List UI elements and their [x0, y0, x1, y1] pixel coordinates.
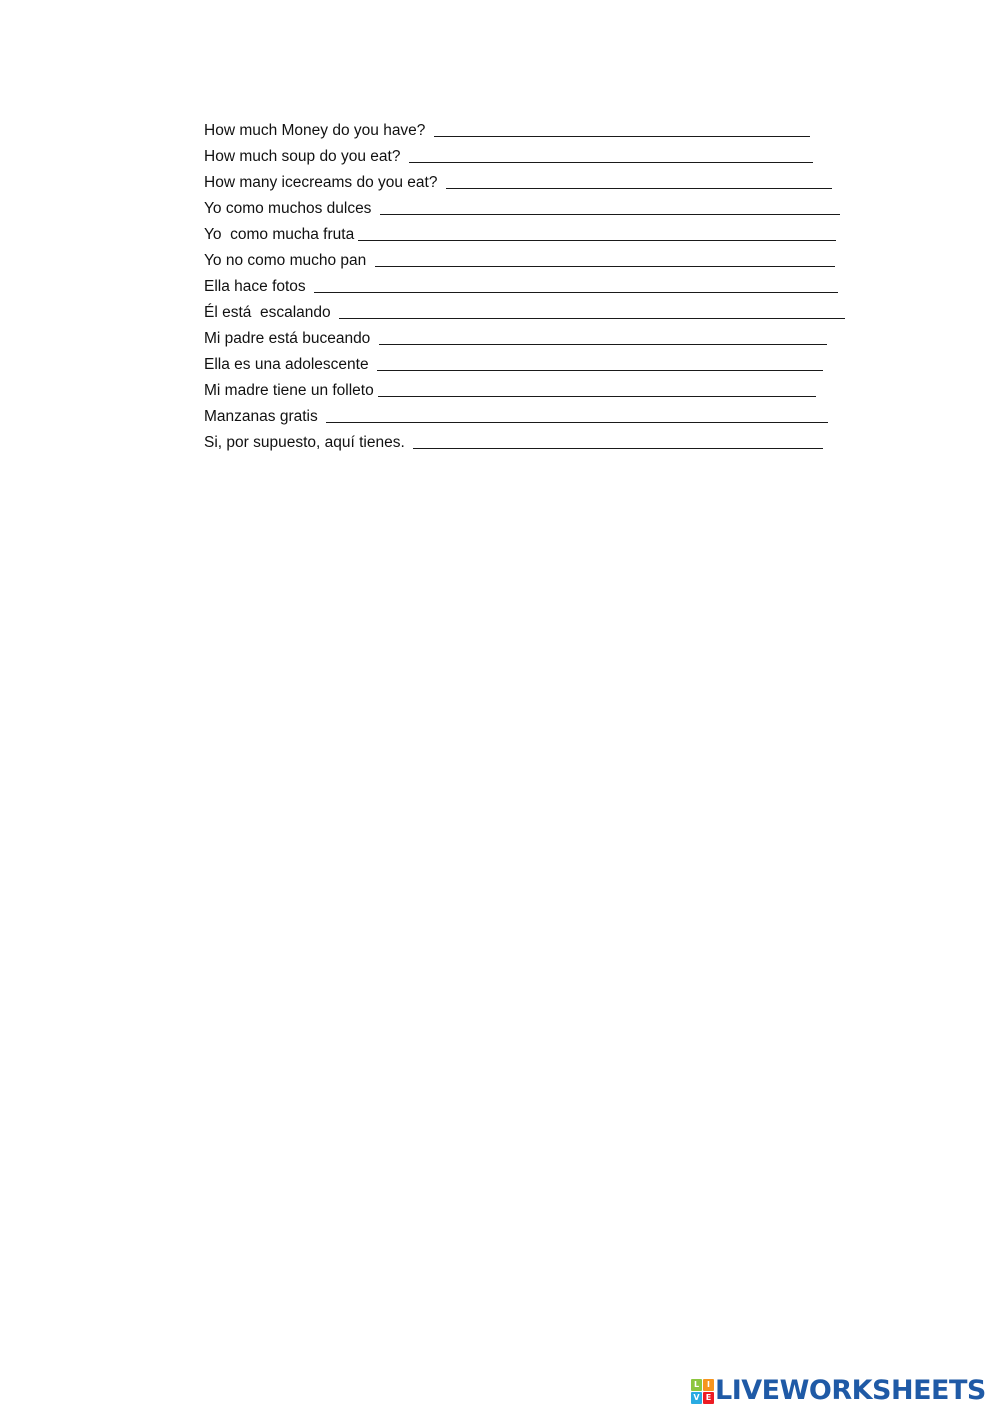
question-row	[204, 222, 854, 248]
question-row	[204, 248, 854, 274]
question-row	[204, 144, 854, 170]
question-prompt: Yo no como mucho pan	[204, 252, 371, 269]
question-prompt: Él está escalando	[204, 304, 335, 321]
answer-blank[interactable]	[326, 421, 828, 423]
question-row	[204, 404, 854, 430]
question-row	[204, 118, 854, 144]
question-row	[204, 300, 854, 326]
question-prompt: Manzanas gratis	[204, 408, 323, 425]
question-row	[204, 326, 854, 352]
answer-blank[interactable]	[375, 265, 835, 267]
question-prompt: Yo como mucha fruta	[204, 226, 355, 243]
question-row	[204, 352, 854, 378]
question-row	[204, 378, 854, 404]
answer-blank[interactable]	[446, 187, 832, 189]
logo-letter: I	[703, 1379, 714, 1391]
logo-letter: V	[691, 1392, 702, 1404]
answer-blank[interactable]	[434, 135, 810, 137]
answer-blank[interactable]	[379, 343, 827, 345]
question-prompt: How much Money do you have?	[204, 122, 430, 139]
answer-blank[interactable]	[378, 395, 816, 397]
question-prompt: How much soup do you eat?	[204, 148, 405, 165]
brand-name: LIVEWORKSHEETS	[715, 1375, 986, 1406]
question-prompt: Yo como muchos dulces	[204, 200, 376, 217]
liveworksheets-brand	[691, 1376, 986, 1406]
question-prompt: Ella es una adolescente	[204, 356, 373, 373]
answer-blank[interactable]	[380, 213, 840, 215]
answer-blank[interactable]	[409, 161, 813, 163]
logo-letter: L	[691, 1379, 702, 1391]
question-row	[204, 170, 854, 196]
question-row	[204, 274, 854, 300]
answer-blank[interactable]	[314, 291, 838, 293]
answer-blank[interactable]	[339, 317, 845, 319]
question-row	[204, 196, 854, 222]
question-row	[204, 430, 854, 456]
worksheet	[204, 118, 854, 456]
question-prompt: How many icecreams do you eat?	[204, 174, 442, 191]
logo-letter: E	[703, 1392, 714, 1404]
answer-blank[interactable]	[377, 369, 823, 371]
liveworksheets-logo-icon	[691, 1379, 713, 1403]
question-prompt: Mi padre está buceando	[204, 330, 375, 347]
answer-blank[interactable]	[413, 447, 823, 449]
question-prompt: Mi madre tiene un folleto	[204, 382, 374, 399]
question-prompt: Si, por supuesto, aquí tienes.	[204, 434, 410, 451]
answer-blank[interactable]	[358, 239, 836, 241]
question-prompt: Ella hace fotos	[204, 278, 310, 295]
